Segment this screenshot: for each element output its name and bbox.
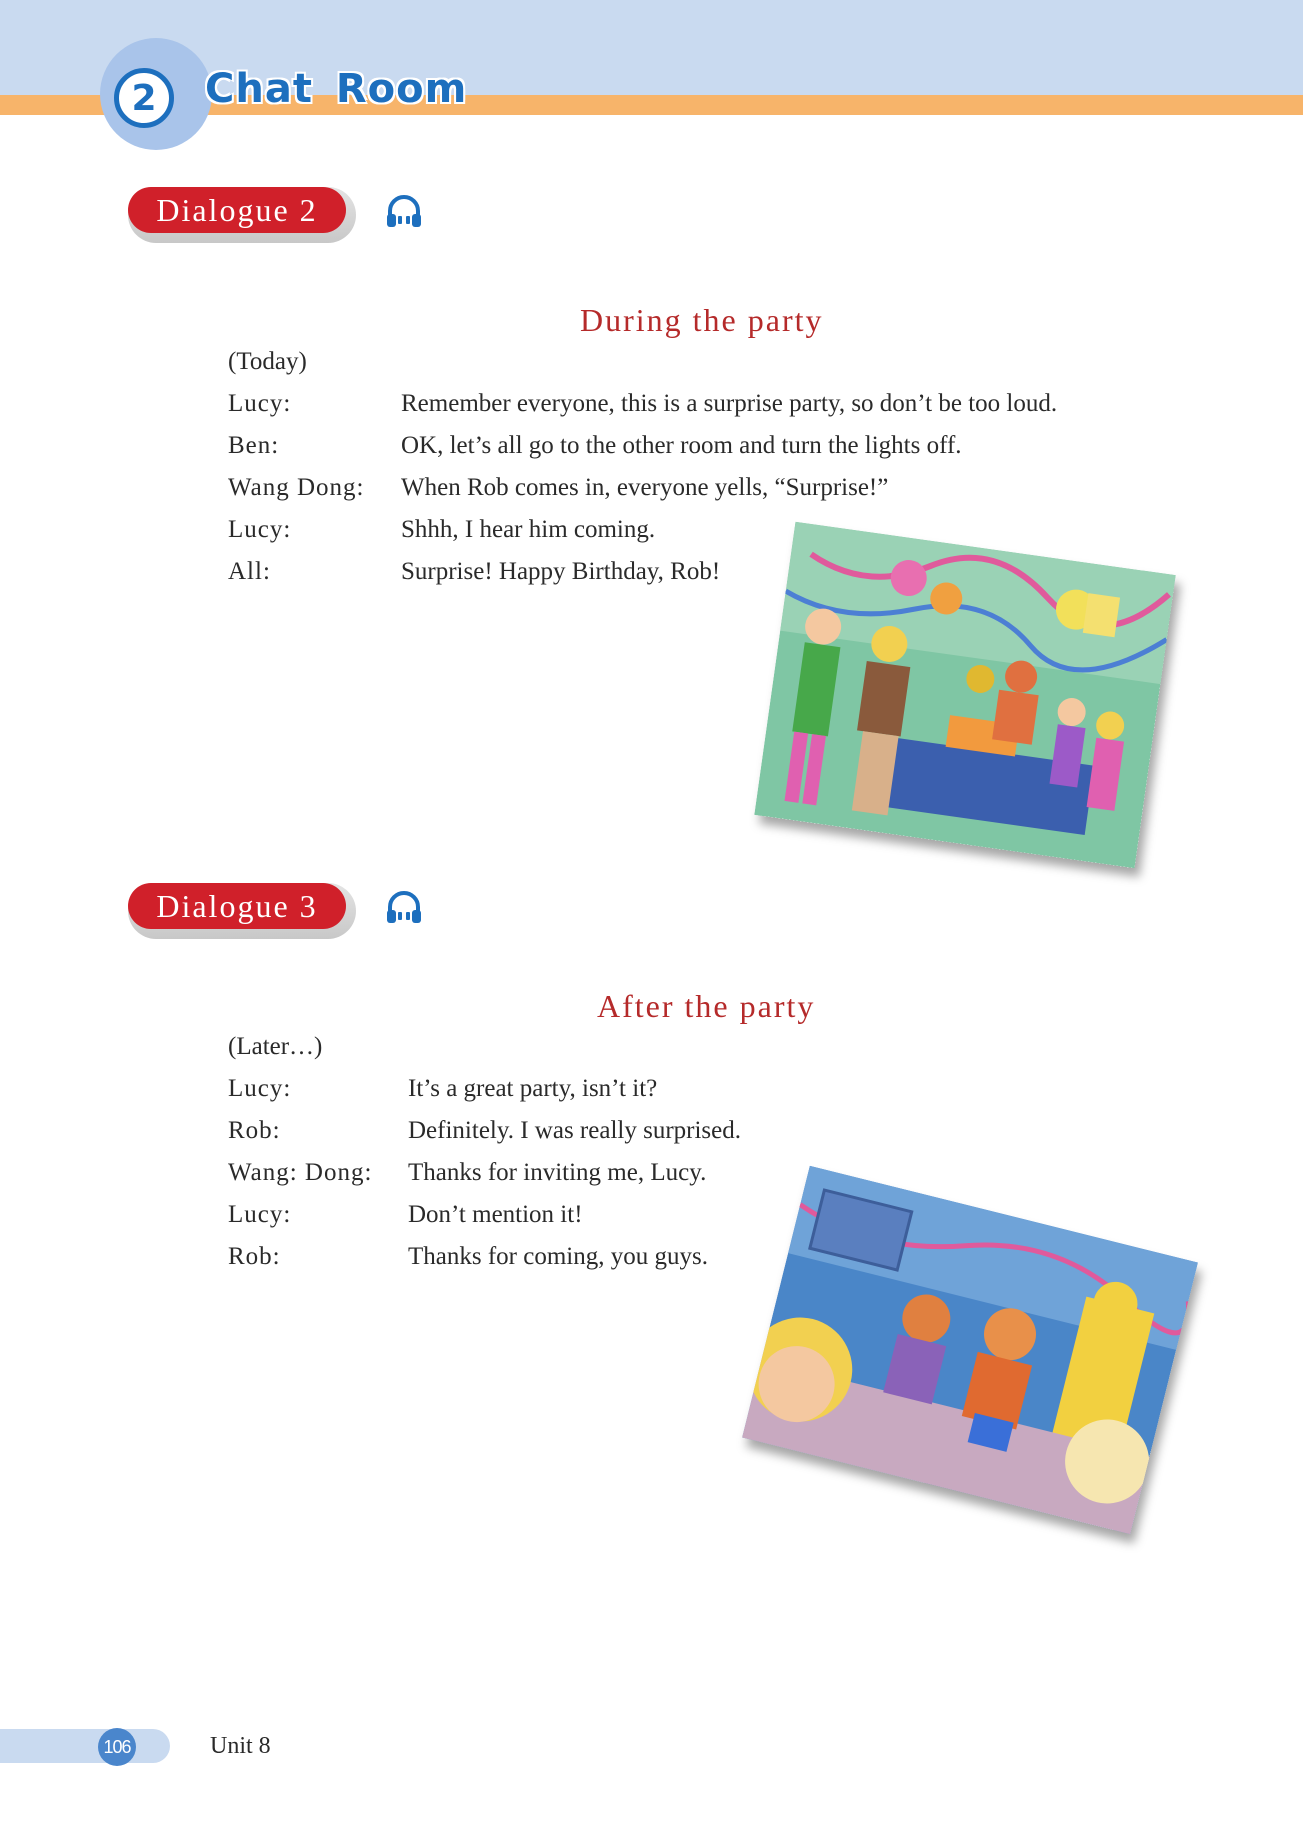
utterance: When Rob comes in, everyone yells, “Surprise!” xyxy=(401,474,889,501)
utterance: Shhh, I hear him coming. xyxy=(401,516,656,543)
speaker: Wang Dong: xyxy=(228,474,365,501)
dialogue-3-scene: (Later…) xyxy=(228,1033,323,1060)
utterance: Thanks for coming, you guys. xyxy=(408,1243,708,1270)
speaker: Lucy: xyxy=(228,390,292,417)
after-party-illustration xyxy=(742,1166,1198,1534)
dialogue-3-title: After the party xyxy=(597,988,816,1024)
footer-bar xyxy=(0,1729,170,1763)
speaker: Lucy: xyxy=(228,1201,292,1228)
page-number: 106 xyxy=(98,1728,136,1766)
utterance: OK, let’s all go to the other room and turn the lights off. xyxy=(401,432,962,459)
dialogue-2-title: During the party xyxy=(580,302,824,338)
speaker: All: xyxy=(228,558,271,585)
dialogue-2-scene: (Today) xyxy=(228,348,307,375)
page-title: Chat Room xyxy=(205,66,468,112)
speaker: Rob: xyxy=(228,1243,281,1270)
utterance: Surprise! Happy Birthday, Rob! xyxy=(401,558,721,585)
section-number: 2 xyxy=(114,68,174,128)
utterance: Remember everyone, this is a surprise party, so don’t be too loud. xyxy=(401,390,1058,417)
speaker: Rob: xyxy=(228,1117,281,1144)
headphones-icon[interactable] xyxy=(384,192,424,232)
speaker: Lucy: xyxy=(228,1075,292,1102)
speaker: Lucy: xyxy=(228,516,292,543)
unit-label: Unit 8 xyxy=(210,1733,271,1759)
utterance: Definitely. I was really surprised. xyxy=(408,1117,741,1144)
party-illustration xyxy=(754,522,1175,869)
dialogue-3-label: Dialogue 3 xyxy=(128,883,346,929)
utterance: It’s a great party, isn’t it? xyxy=(408,1075,658,1102)
dialogue-2-label: Dialogue 2 xyxy=(128,187,346,233)
utterance: Don’t mention it! xyxy=(408,1201,583,1228)
headphones-icon[interactable] xyxy=(384,888,424,928)
utterance: Thanks for inviting me, Lucy. xyxy=(408,1159,707,1186)
speaker: Ben: xyxy=(228,432,280,459)
speaker: Wang: Dong: xyxy=(228,1159,373,1186)
